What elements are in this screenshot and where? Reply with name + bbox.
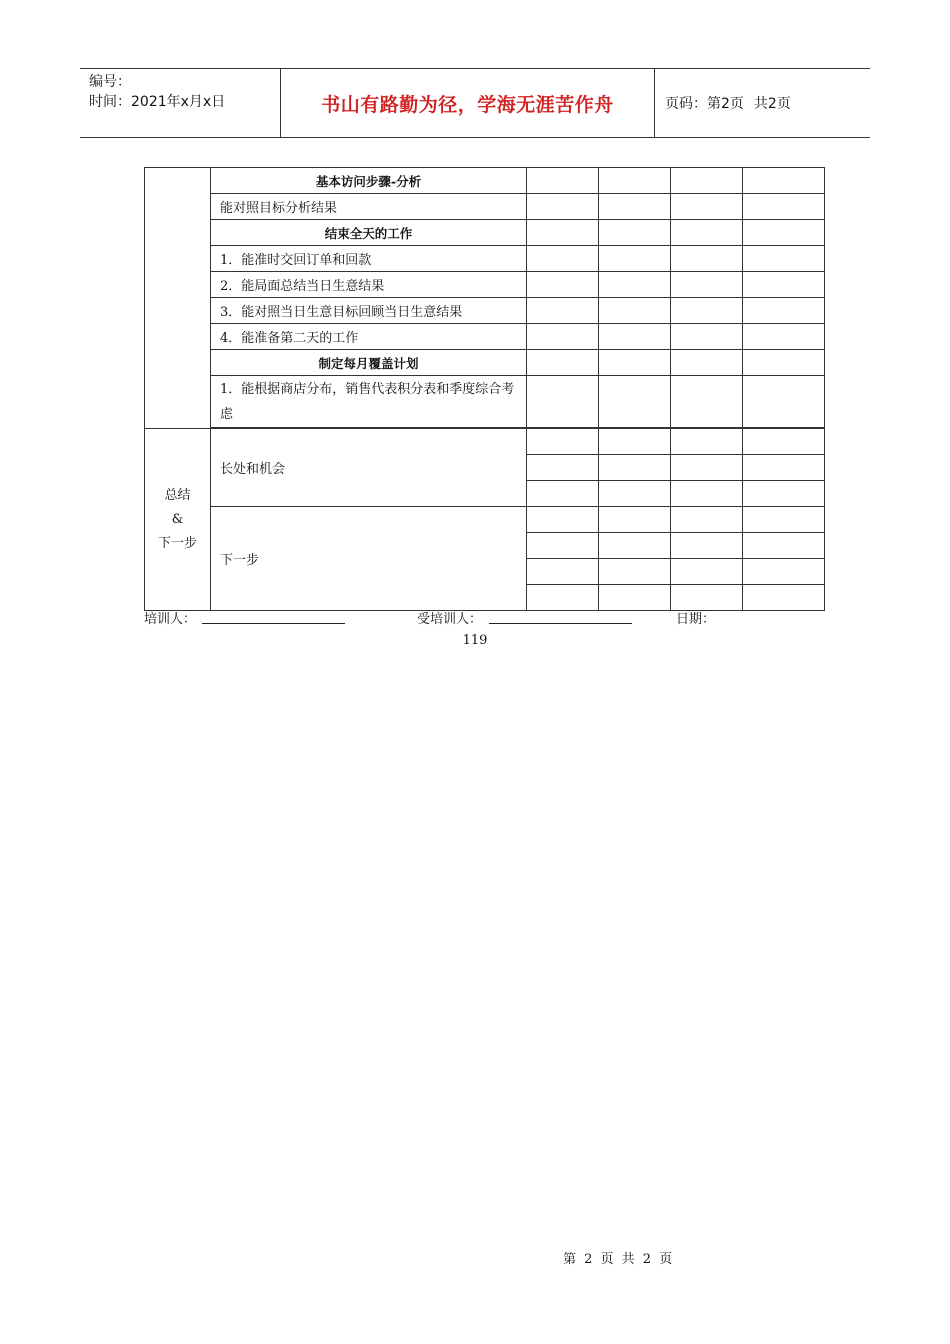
header-page-label: 页码：第2页	[665, 96, 744, 112]
score-cell[interactable]	[527, 507, 599, 533]
score-cell[interactable]	[671, 481, 743, 507]
table-row	[145, 507, 825, 533]
table-row	[145, 194, 825, 220]
score-cell[interactable]	[743, 324, 825, 350]
score-cell[interactable]	[527, 324, 599, 350]
score-cell[interactable]	[671, 533, 743, 559]
score-cell[interactable]	[671, 298, 743, 324]
score-cell[interactable]	[527, 220, 599, 246]
score-cell[interactable]	[527, 533, 599, 559]
score-cell[interactable]	[743, 350, 825, 376]
score-cell[interactable]	[671, 220, 743, 246]
score-cell[interactable]	[527, 429, 599, 455]
date-label: 日期：	[676, 612, 716, 627]
score-cell[interactable]	[527, 455, 599, 481]
score-cell[interactable]	[671, 507, 743, 533]
score-cell[interactable]	[743, 246, 825, 272]
trainer-label: 培训人：	[144, 612, 197, 627]
table-row	[145, 298, 825, 324]
trainee-signature-field[interactable]	[489, 623, 632, 624]
score-cell[interactable]	[527, 194, 599, 220]
score-cell[interactable]	[599, 585, 671, 611]
table-row	[145, 168, 825, 194]
score-cell[interactable]	[671, 350, 743, 376]
page-header	[80, 68, 870, 138]
score-cell[interactable]	[527, 350, 599, 376]
score-cell[interactable]	[743, 559, 825, 585]
score-cell[interactable]	[599, 324, 671, 350]
score-cell[interactable]	[743, 220, 825, 246]
score-cell[interactable]	[599, 350, 671, 376]
score-cell[interactable]	[671, 455, 743, 481]
score-cell[interactable]	[743, 507, 825, 533]
score-cell[interactable]	[671, 429, 743, 455]
score-cell[interactable]	[671, 246, 743, 272]
summary-label-2: &	[171, 511, 184, 527]
table-row	[145, 324, 825, 350]
score-cell[interactable]	[599, 481, 671, 507]
section-visit-analysis: 基本访问步骤-分析	[211, 168, 527, 194]
score-cell[interactable]	[599, 455, 671, 481]
strengths-label: 长处和机会	[211, 429, 527, 507]
score-cell[interactable]	[743, 481, 825, 507]
score-cell[interactable]	[599, 246, 671, 272]
trainer-signature-field[interactable]	[202, 623, 345, 624]
score-cell[interactable]	[743, 533, 825, 559]
score-cell[interactable]	[671, 324, 743, 350]
item-end-4: 4．能准备第二天的工作	[211, 324, 527, 350]
side-cell-empty	[145, 168, 211, 429]
document-date: 时间：2021年x月x日	[89, 94, 226, 110]
table-row	[145, 272, 825, 298]
score-cell[interactable]	[743, 194, 825, 220]
header-motto: 书山有路勤为径，学海无涯苦作舟	[281, 69, 655, 137]
score-cell[interactable]	[743, 376, 825, 428]
item-monthly-1: 1．能根据商店分布，销售代表积分表和季度综合考虑	[211, 376, 527, 428]
score-cell[interactable]	[599, 376, 671, 428]
table-row	[145, 246, 825, 272]
score-cell[interactable]	[527, 168, 599, 194]
header-page-info	[655, 69, 870, 137]
score-cell[interactable]	[599, 194, 671, 220]
header-total-label: 共2页	[753, 96, 791, 112]
score-cell[interactable]	[527, 585, 599, 611]
score-cell[interactable]	[599, 507, 671, 533]
summary-side-label	[145, 429, 211, 611]
page-number: 119	[462, 633, 488, 648]
table-row	[145, 429, 825, 455]
score-cell[interactable]	[599, 298, 671, 324]
score-cell[interactable]	[527, 298, 599, 324]
score-cell[interactable]	[599, 559, 671, 585]
score-cell[interactable]	[671, 272, 743, 298]
score-cell[interactable]	[743, 455, 825, 481]
score-cell[interactable]	[527, 559, 599, 585]
score-cell[interactable]	[671, 194, 743, 220]
table-row	[145, 220, 825, 246]
table-row	[145, 350, 825, 376]
score-cell[interactable]	[671, 376, 743, 428]
table-row	[145, 376, 825, 428]
item-end-3: 3．能对照当日生意目标回顾当日生意结果	[211, 298, 527, 324]
score-cell[interactable]	[599, 220, 671, 246]
score-cell[interactable]	[743, 429, 825, 455]
evaluation-table	[144, 167, 825, 611]
item-end-1: 1．能准时交回订单和回款	[211, 246, 527, 272]
score-cell[interactable]	[599, 168, 671, 194]
score-cell[interactable]	[743, 585, 825, 611]
document-code: 编号：	[89, 74, 131, 90]
item-compare-results: 能对照目标分析结果	[211, 194, 527, 220]
score-cell[interactable]	[527, 246, 599, 272]
page-footer: 第 2 页 共 2 页	[563, 1252, 673, 1267]
section-end-of-day: 结束全天的工作	[211, 220, 527, 246]
score-cell[interactable]	[671, 585, 743, 611]
score-cell[interactable]	[527, 481, 599, 507]
score-cell[interactable]	[743, 272, 825, 298]
score-cell[interactable]	[599, 429, 671, 455]
score-cell[interactable]	[527, 272, 599, 298]
score-cell[interactable]	[599, 272, 671, 298]
score-cell[interactable]	[671, 168, 743, 194]
signature-line	[144, 608, 824, 628]
summary-label-3: 下一步	[157, 535, 197, 551]
score-cell[interactable]	[743, 168, 825, 194]
summary-label-1: 总结	[164, 487, 191, 503]
header-meta	[80, 69, 281, 137]
score-cell[interactable]	[527, 376, 599, 428]
score-cell[interactable]	[743, 298, 825, 324]
score-cell[interactable]	[671, 559, 743, 585]
item-end-2: 2．能局面总结当日生意结果	[211, 272, 527, 298]
section-monthly-plan: 制定每月覆盖计划	[211, 350, 527, 376]
trainee-label: 受培训人：	[417, 612, 483, 627]
score-cell[interactable]	[599, 533, 671, 559]
next-steps-label: 下一步	[211, 507, 527, 611]
